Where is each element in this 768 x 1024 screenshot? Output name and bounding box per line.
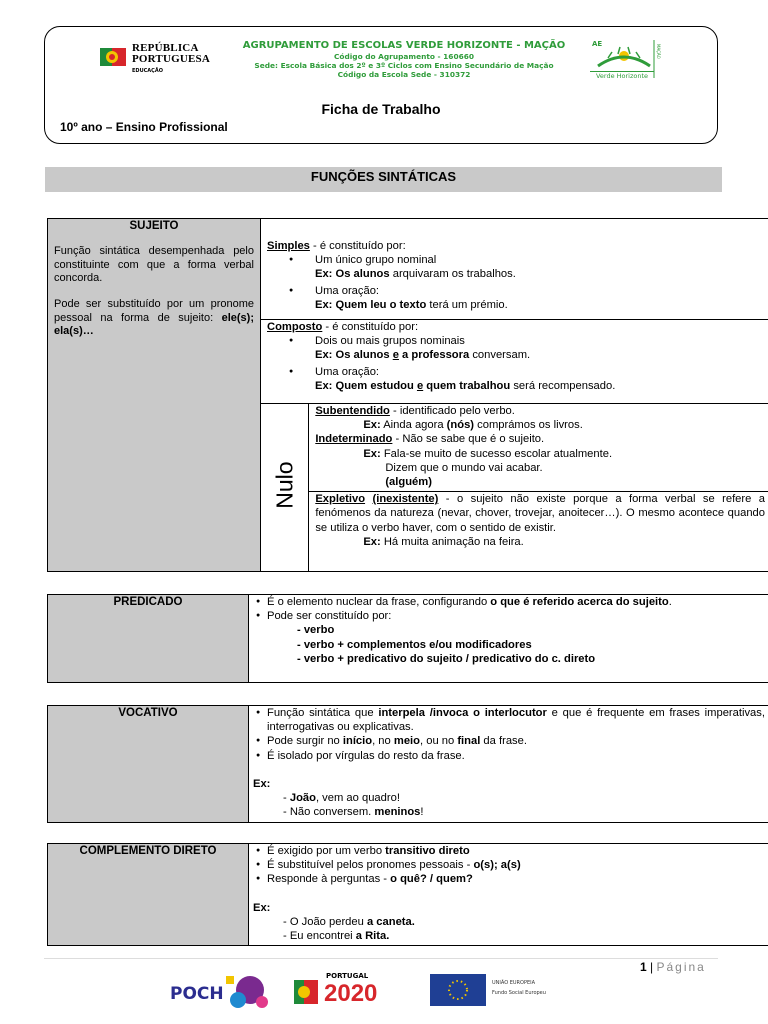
sujeito-label: SUJEITO (129, 220, 179, 232)
subentendido-ex: Ex: Ainda agora (nós) comprámos os livros. (363, 419, 583, 432)
sujeito-composto-cell: Composto - é constituído por: ● Dois ou mais grupos nominais Ex: Os alunos e a professora conversam. ● Uma oração: Ex: Quem estudou e quem trabalhou será recompensado. (261, 320, 768, 404)
nulo-label: Nulo (271, 461, 298, 509)
footer-logos (166, 966, 548, 1014)
predicado-b2: ● Pode ser constituído por: (253, 609, 765, 623)
predicado-b1: ● É o elemento nuclear da frase, configurando o que é referido acerca do sujeito. (253, 595, 765, 609)
republica-portuguesa-logo (100, 42, 220, 82)
vocativo-ex2: - Não conversem. meninos! (283, 806, 424, 819)
subentendido-line: Subentendido - identificado pelo verbo. (315, 405, 515, 417)
footer-divider (44, 958, 718, 959)
composto-ex2: Ex: Quem estudou e quem trabalhou será recompensado. (315, 379, 616, 392)
indeterminado-ex1: Ex: Fala-se muito de sucesso escolar atualmente. (363, 447, 613, 460)
sujeito-table (47, 218, 768, 572)
simples-ex2: Ex: Quem leu o texto terá um prémio. (315, 298, 508, 311)
simples-ex1: Ex: Os alunos arquivaram os trabalhos. (315, 268, 516, 281)
vocativo-content (249, 706, 768, 823)
composto-title: Composto (267, 321, 323, 333)
sujeito-desc1: Função sintática desempenhada pelo constituinte com que a forma verbal concorda. (54, 245, 254, 285)
portugal2020-logo (292, 970, 412, 1014)
poch-logo (166, 972, 276, 1012)
indeterminado-line: Indeterminado - Não se sabe que é o sujeito. (315, 433, 545, 446)
pt2020-emblem-icon (292, 974, 322, 1010)
sujeito-simples-cell: Simples - é constituído por: ● Um único grupo nominal Ex: Os alunos arquivaram os trabalhos. ● Uma oração: Ex: Quem leu o texto terá um prémio. (261, 219, 768, 320)
cd-ex1: - O João perdeu a caneta. (283, 915, 415, 928)
cd-ex2: - Eu encontrei a Rita. (283, 930, 390, 943)
cd-label: COMPLEMENTO DIRETO (48, 844, 249, 946)
vocativo-b1: ● Função sintática que interpela /invoca o interlocutor e que é frequente em frases imperativas, interrogativas ou explicativas. (253, 706, 765, 734)
composto-ex1: Ex: Os alunos e a professora conversam. (315, 349, 531, 362)
course-label: 10º ano – Ensino Profissional (60, 120, 228, 134)
predicado-table (47, 594, 768, 683)
school-sede: Sede: Escola Básica dos 2º e 3º Ciclos com Ensino Secundário de Mação (254, 61, 554, 70)
cd-b2: ● É substituível pelos pronomes pessoais - o(s); a(s) (253, 858, 765, 872)
vocativo-b2: ● Pode surgir no início, no meio, ou no final da frase. (253, 734, 765, 748)
predicado-l3: - verbo + predicativo do sujeito / predicativo do c. direto (297, 652, 596, 665)
republica-sub: EDUCAÇÃO (132, 68, 163, 74)
eu-logo (430, 974, 550, 1008)
predicado-label: PREDICADO (48, 595, 249, 683)
predicado-l2: - verbo + complementos e/ou modificadores (297, 638, 532, 651)
codigo-agrupamento: Código do Agrupamento - 160660 (333, 52, 475, 61)
predicado-l1: - verbo (297, 624, 335, 637)
section-title: FUNÇÕES SINTÁTICAS (45, 167, 722, 192)
composto-item1: ● Dois ou mais grupos nominais (267, 334, 768, 348)
eu-line1: UNIÃO EUROPEIA (492, 980, 536, 986)
school-info (230, 40, 578, 79)
republica-name: REPÚBLICA PORTUGUESA (132, 42, 211, 65)
poch-text: POCH (170, 984, 224, 1004)
doc-title: Ficha de Trabalho (321, 101, 441, 117)
codigo-sede: Código da Escola Sede - 310372 (337, 70, 471, 79)
cd-ex-label: Ex: (253, 901, 271, 914)
eu-line2: Fundo Social Europeu (492, 990, 546, 996)
simples-item1: ● Um único grupo nominal (267, 253, 768, 267)
predicado-content (249, 595, 768, 683)
vocativo-b3: ● É isolado por vírgulas do resto da frase. (253, 749, 765, 763)
ae-logo-caption: Verde Horizonte (590, 71, 654, 80)
complemento-direto-table (47, 843, 768, 946)
expletivo-block: Expletivo (inexistente) - o sujeito não existe porque a forma verbal se refere a fenómenos da natureza (nevar, chover, trovejar, anoitecer…). O mesmo acontece quando se utiliza o verbo haver, com o sentido de existir. (309, 491, 768, 535)
vocativo-label: VOCATIVO (48, 706, 249, 823)
sujeito-desc2: Pode ser substituído por um pronome pessoal na forma de sujeito: ele(s); ela(s)… (54, 297, 254, 338)
vocativo-table (47, 705, 768, 823)
page-number: 1 | Página (640, 960, 706, 974)
cd-b3: ● Responde à perguntas - o quê? / quem? (253, 872, 765, 886)
composto-item2: ● Uma oração: (267, 365, 768, 379)
ae-logo-vertical: MAÇÃO (656, 44, 661, 59)
vocativo-ex-label: Ex: (253, 777, 271, 790)
nulo-label-cell (261, 404, 309, 572)
sujeito-label-cell (48, 219, 261, 572)
coat-of-arms-icon (100, 44, 130, 72)
cd-content (249, 844, 768, 946)
simples-item2: ● Uma oração: (267, 284, 768, 298)
indeterminado-ex3: (alguém) (385, 476, 432, 489)
ae-logo-text: AE (592, 40, 603, 48)
school-name: AGRUPAMENTO DE ESCOLAS VERDE HORIZONTE - MAÇÃO (242, 40, 566, 51)
nulo-content-cell (309, 404, 768, 572)
simples-title: Simples (267, 240, 310, 252)
indeterminado-ex2: Dizem que o mundo vai acabar. (385, 461, 543, 474)
eu-flag-icon (430, 974, 486, 1006)
vocativo-ex1: - João, vem ao quadro! (283, 792, 400, 805)
cd-b1: ● É exigido por um verbo transitivo direto (253, 844, 765, 858)
pt2020-number: 2020 (324, 980, 378, 1007)
pt2020-top: PORTUGAL (326, 972, 369, 980)
expletivo-ex: Ex: Há muita animação na feira. (363, 535, 524, 548)
verde-horizonte-logo (588, 36, 660, 82)
